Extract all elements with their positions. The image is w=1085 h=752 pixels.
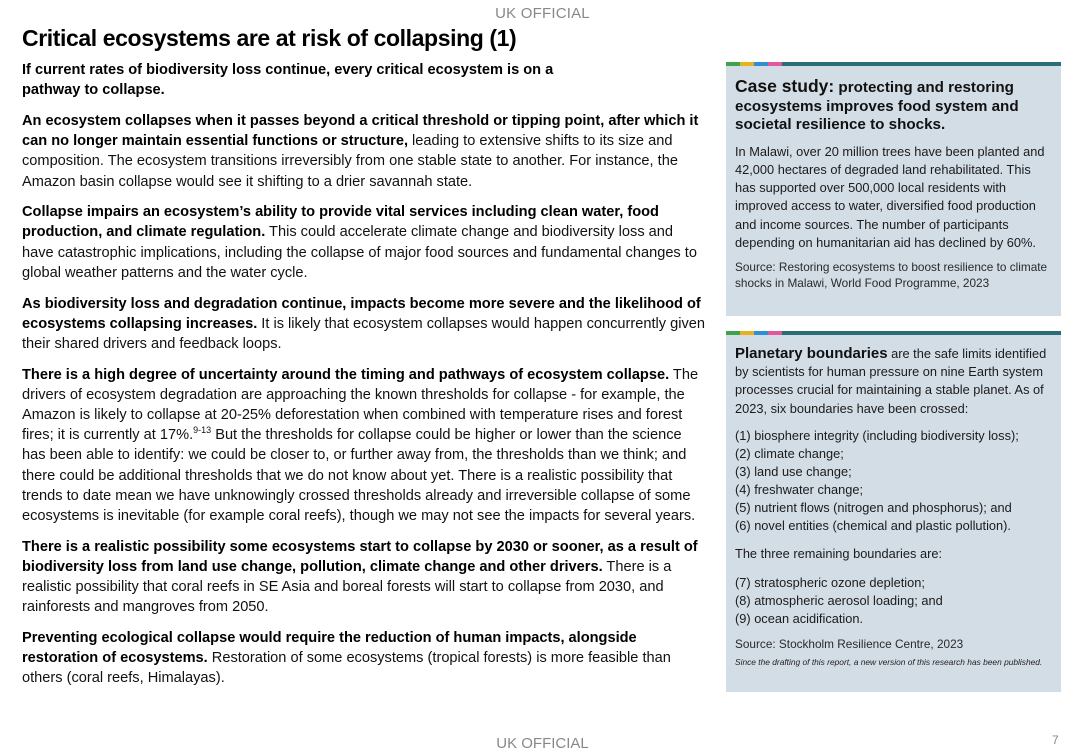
paragraph-text: Restoration of some ecosystems (tropical forests) is more feasible than others (coral reefs, Himalayas). (22, 650, 671, 687)
list-item: (3) land use change; (735, 464, 852, 479)
paragraph-text: leading to extensive shifts to its size and composition. The ecosystem transitions irreversibly from one stable state to another. For instance, the Amazon basin collapse would see it shifting to a drier savannah state. (22, 133, 678, 190)
case-study-box (726, 62, 1061, 316)
paragraph-text: This could accelerate climate change and biodiversity loss and have catastrophic implications, including the collapse of major food sources and fundamental changes to global weather patterns and the water cycle. (22, 224, 697, 281)
color-stripe (726, 62, 1061, 66)
paragraph-lead: As biodiversity loss and degradation continue, impacts become more severe and the likelihood of ecosystems collapsing increases. (22, 295, 701, 332)
paragraph-lead: Collapse impairs an ecosystem’s ability to provide vital services including clean water, food production, and climate regulation. (22, 204, 659, 241)
citation-superscript: 9-13 (193, 425, 212, 436)
list-item: (8) atmospheric aerosol loading; and (735, 592, 943, 608)
paragraph-lead: There is a high degree of uncertainty around the timing and pathways of ecosystem collapse. (22, 366, 670, 383)
remaining-boundaries-list (735, 574, 1051, 628)
paragraph-preventing-collapse (22, 628, 707, 689)
paragraph-uncertainty (22, 365, 707, 527)
paragraph-collapse-definition (22, 111, 707, 192)
intro-text: If current rates of biodiversity loss continue, every critical ecosystem is on a pathway to collapse. (22, 62, 554, 99)
paragraph-text: It is likely that ecosystem collapses would happen concurrently given their shared drivers and feedback loops. (22, 315, 706, 352)
color-stripe (726, 331, 1061, 335)
paragraph-lead: Preventing ecological collapse would require the reduction of human impacts, alongside restoration of ecosystems. (22, 630, 637, 667)
page-number: 7 (1052, 733, 1059, 747)
paragraph-impairs-services (22, 202, 707, 283)
classification-header: UK OFFICIAL (495, 5, 590, 22)
paragraph-impacts-severe (22, 294, 707, 355)
case-study-label: Case study: (735, 76, 835, 96)
list-item: (7) stratospheric ozone depletion; (735, 574, 925, 590)
case-study-heading (735, 77, 1051, 135)
case-study-source: Source: Restoring ecosystems to boost resilience to climate shocks in Malawi, World Food Programme, 2023 (735, 260, 1048, 290)
list-item: (6) novel entities (chemical and plastic pollution). (735, 518, 1011, 534)
paragraph-lead: There is a realistic possibility some ecosystems start to collapse by 2030 or sooner, as a result of biodiversity loss from land use change, pollution, climate change and other drivers. (22, 538, 698, 575)
paragraph-text: The drivers of ecosystem degradation are approaching the known thresholds for collapse - for example, the Amazon is likely to collapse at 20-25% deforestation when combined with temperature rises and forest fires; it is currently at 17%. (22, 366, 699, 444)
boundaries-intro-text: are the safe limits identified by scientists for human pressure on nine Earth system processes crucial for maintaining a stable planet. As of 2023, six boundaries have been crossed: (735, 346, 1047, 416)
boundaries-note: Since the drafting of this report, a new version of this research has been published. (735, 656, 1043, 667)
paragraph-text: There is a realistic possibility that coral reefs in SE Asia and boreal forests will start to collapse from 2030, and rainforests and mangroves from 2050. (22, 558, 672, 616)
list-item: (1) biosphere integrity (including biodiversity loss); (735, 427, 1019, 443)
list-item: (2) climate change; (735, 445, 844, 461)
classification-footer: UK OFFICIAL (496, 735, 589, 752)
remaining-boundaries-heading: The three remaining boundaries are: (735, 546, 943, 562)
main-column (22, 60, 707, 699)
list-item: (9) ocean acidification. (735, 610, 864, 626)
intro-paragraph (22, 60, 582, 100)
list-item: (5) nutrient flows (nitrogen and phosphorus); and (735, 500, 1012, 516)
page-title: Critical ecosystems are at risk of collapsing (1) (22, 25, 517, 51)
list-item: (4) freshwater change; (735, 482, 864, 498)
paragraph-text-continued: But the thresholds for collapse could be higher or lower than the science has been able to identify: we could be closer to, or further away from, the thresholds than we think; and there could be additional thresholds that we do not know about yet. There is a realistic possibility that trends to date mean we have unknowingly crossed thresholds already and irreversible collapse of some ecosystems is inevitable (for example coral reefs), though we may not see the impacts for several years. (22, 427, 696, 525)
case-study-heading-text: protecting and restoring ecosystems improves food system and societal resilience to shocks. (735, 79, 1019, 134)
case-study-body: In Malawi, over 20 million trees have been planted and 42,000 hectares of degraded land rehabilitated. This has supported over 500,000 local residents with improved access to water, diversified food production and income sources. The number of participants depending on humanitarian aid has declined by 60%. (735, 143, 1045, 250)
boundaries-source: Source: Stockholm Resilience Centre, 2023 (735, 636, 964, 651)
boundaries-intro (735, 345, 1051, 418)
paragraph-lead: An ecosystem collapses when it passes beyond a critical threshold or tipping point, after which it can no longer maintain essential functions or structure, (22, 112, 699, 150)
boundaries-lead: Planetary boundaries (735, 345, 888, 362)
crossed-boundaries-list (735, 427, 1051, 536)
paragraph-collapse-2030 (22, 537, 707, 618)
planetary-boundaries-box (726, 331, 1061, 692)
